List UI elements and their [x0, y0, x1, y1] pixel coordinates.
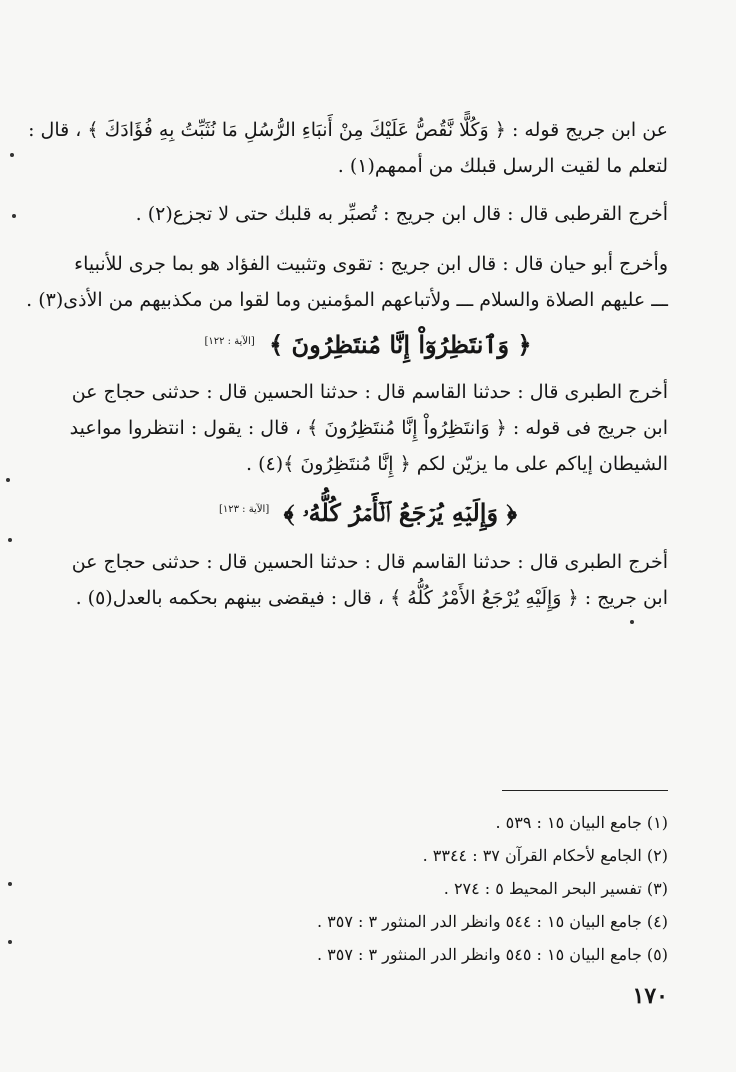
paragraph-line: أخرج الطبرى قال : حدثنا القاسم قال : حدثنا الحسين قال : حدثنى حجاج عن	[71, 381, 668, 403]
paragraph-3	[26, 246, 668, 318]
scan-speck	[12, 214, 16, 218]
footnote-4: (٤) جامع البيان ١٥ : ٥٤٤ وانظر الدر المنثور ٣ : ٣٥٧ .	[316, 912, 668, 931]
verse-reference: [الآية : ١٢٢]	[204, 336, 255, 347]
verse-text: ﴿ وَإِلَيۡهِ يُرۡجَعُ ٱلۡأَمۡرُ كُلُّهُۥ ﴾	[283, 498, 518, 527]
paragraph-line: ـــ عليهم الصلاة والسلام ـــ ولأتباعهم المؤمنين وما لقوا من مكذبيهم من الأذى(٣) .	[26, 289, 668, 311]
footnote-3: (٣) تفسير البحر المحيط ٥ : ٢٧٤ .	[443, 879, 668, 898]
scan-speck	[10, 153, 14, 157]
paragraph-line: أخرج القرطبى قال : قال ابن جريج : تُصبِّر به قلبك حتى لا تجزع(٢) .	[135, 203, 668, 225]
verse-reference: [الآية : ١٢٣]	[218, 504, 270, 515]
footnote-1: (١) جامع البيان ١٥ : ٥٣٩ .	[495, 813, 668, 832]
scan-speck	[630, 620, 634, 624]
verse-heading-1	[0, 322, 736, 365]
paragraph-line: ابن جريج فى قوله : ﴿ وَانتَظِرُواْ إِنَّا مُنتَظِرُونَ ﴾ ، قال : يقول : انتظروا مواعيد	[69, 417, 668, 439]
scan-speck	[8, 940, 12, 944]
paragraph-line: وأخرج أبو حيان قال : قال ابن جريج : تقوى وتثبيت الفؤاد هو بما جرى للأنبياء	[74, 253, 668, 275]
footnote-separator	[502, 790, 668, 791]
paragraph-line: الشيطان إياكم على ما يزيّن لكم ﴿ إِنَّا مُنتَظِرُونَ ﴾(٤) .	[246, 453, 668, 475]
verse-heading-2	[0, 490, 736, 533]
paragraph-2	[64, 196, 668, 232]
scan-speck	[8, 538, 12, 542]
paragraph-4	[64, 374, 668, 482]
verse-text: ﴿ وَٱنتَظِرُوٓاْ إِنَّا مُنتَظِرُونَ ﴾	[269, 330, 532, 359]
footnote-5: (٥) جامع البيان ١٥ : ٥٤٥ وانظر الدر المنثور ٣ : ٣٥٧ .	[316, 945, 668, 964]
paragraph-line: ابن جريج : ﴿ وَإِلَيْهِ يُرْجَعُ الأَمْرُ كُلُّهُ ﴾ ، قال : فيقضى بينهم بحكمه بالعدل(٥) .	[75, 587, 668, 609]
scan-speck	[6, 478, 10, 482]
paragraph-line: أخرج الطبرى قال : حدثنا القاسم قال : حدثنا الحسين قال : حدثنى حجاج عن	[71, 551, 668, 573]
paragraph-1	[28, 112, 668, 184]
paragraph-line: لتعلم ما لقيت الرسل قبلك من أممهم(١) .	[337, 155, 668, 177]
paragraph-5	[64, 544, 668, 616]
page-number: ١٧٠	[632, 983, 668, 1009]
footnote-2: (٢) الجامع لأحكام القرآن ٣٧ : ٣٣٤٤ .	[422, 846, 668, 865]
paragraph-line: عن ابن جريج قوله : ﴿ وَكُلًّا نَّقُصُّ عَلَيْكَ مِنْ أَنبَاءِ الرُّسُلِ مَا نُثَبِّتُ بِهِ فُؤَادَكَ ﴾ ، قال :	[28, 119, 668, 141]
scan-speck	[8, 882, 12, 886]
